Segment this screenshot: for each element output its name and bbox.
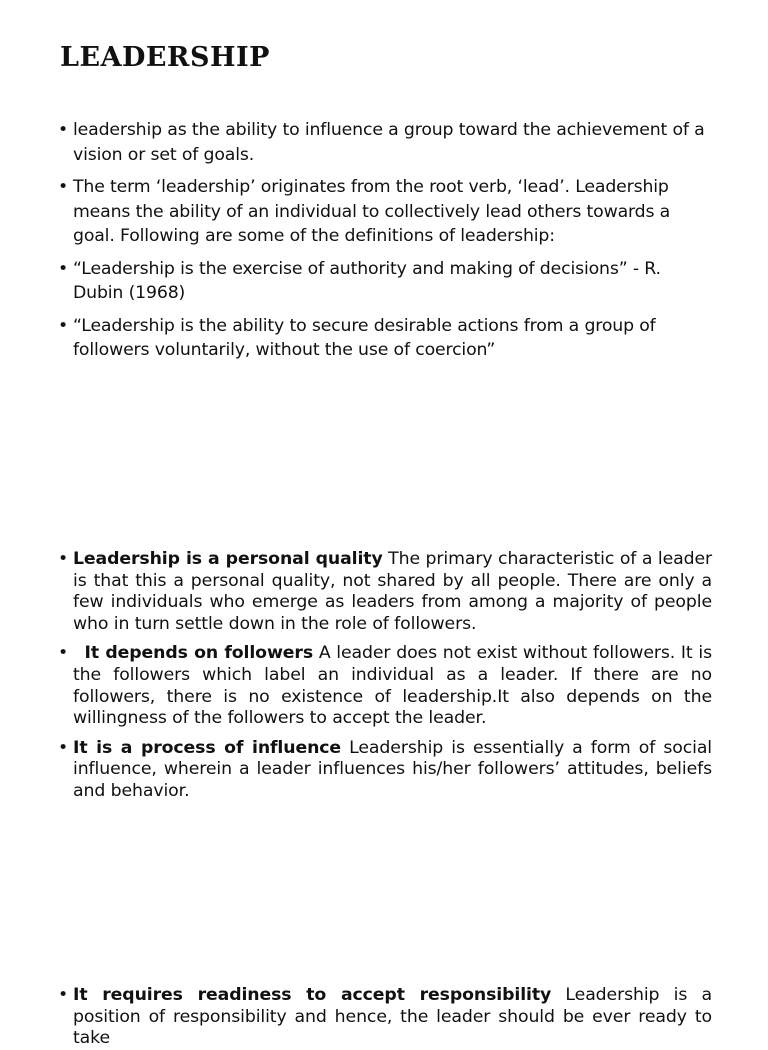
list-item [56,175,712,249]
list-item-heading: It requires readiness to accept responsibility [73,985,552,1005]
list-item [56,985,712,1050]
list-item-heading: Leadership is a personal quality [73,549,383,569]
list-item-heading: It depends on followers [84,643,314,664]
list-item [56,314,712,363]
list-item-text: The primary characteristic of a leader is that this a personal quality, not shared by all people. There are only a few individuals who emerge as leaders from among a majority of people who in turn settle down in the role of followers. [73,549,712,634]
bullet-icon: • [58,258,69,279]
page-title: LEADERSHIP [60,42,270,73]
list-item-text: Leadership is essentially a form of social influence, wherein a leader influences his/her followers’ attitudes, beliefs and behavior. [73,737,713,801]
list-item [56,643,712,729]
characteristics-list [56,549,712,811]
list-item-text: “Leadership is the exercise of authority and making of decisions” - R. Dubin (1968) [73,258,661,303]
list-item-text: “Leadership is the ability to secure desirable actions from a group of followers voluntarily, without the use of coercion” [73,315,656,360]
bullet-icon: • [58,549,69,569]
responsibility-list [56,985,712,1050]
list-item [56,738,712,803]
bullet-icon: • [58,177,69,197]
list-item-text: The term ‘leadership’ originates from the root verb, ‘lead’. Leadership means the ability of an individual to collectively lead others towards a goal. Following are some of the definitions of leadership: [73,177,671,246]
bullet-icon: • [58,985,69,1005]
list-item-text: leadership as the ability to influence a group toward the achievement of a vision or set of goals. [73,120,705,165]
bullet-icon: • [58,643,69,664]
definitions-list [56,118,712,371]
bullet-icon: • [58,737,69,758]
bullet-icon: • [58,315,69,336]
list-item-text: A leader does not exist without followers. It is the followers which label an individual as a leader. If there are no followers, there is no existence of leadership.It also depends on the willingness of the followers to accept the leader. [73,643,712,729]
list-item [56,118,712,167]
bullet-icon: • [58,120,69,140]
list-item-text: Leadership is a position of responsibility and hence, the leader should be ever ready to take [73,985,712,1049]
list-item [56,549,712,635]
list-item [56,257,712,306]
list-item-heading: It is a process of influence [73,737,342,758]
